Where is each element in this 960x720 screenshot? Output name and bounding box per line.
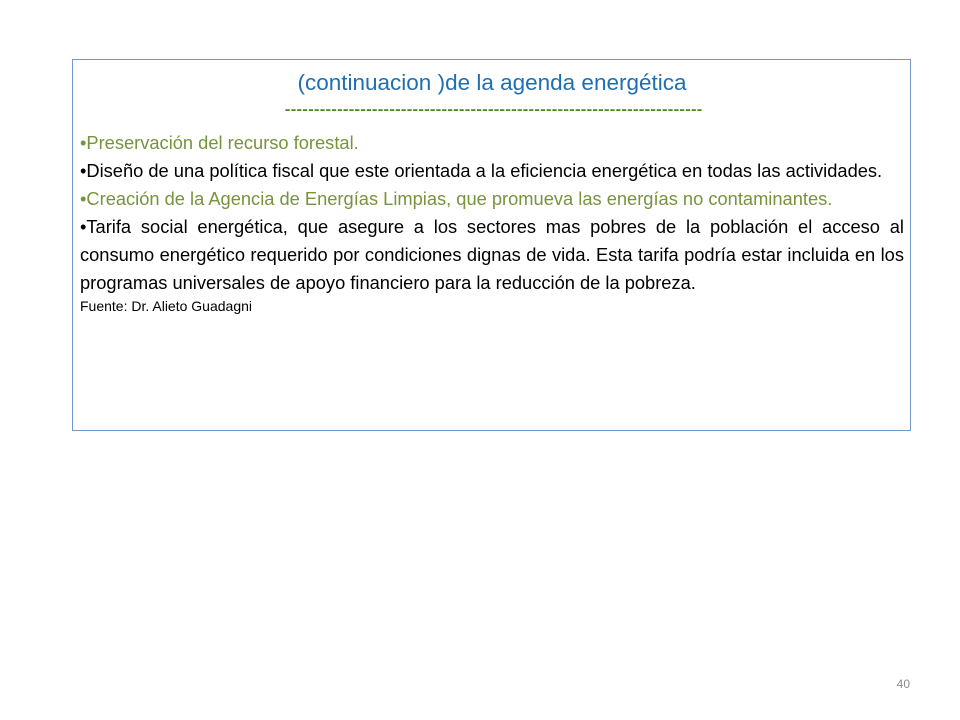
bullet-item-clean-energy-agency: •Creación de la Agencia de Energías Limpias, que promueva las energías no contaminantes.: [80, 188, 833, 209]
bullet-item-fiscal-policy: •Diseño de una política fiscal que este orientada a la eficiencia energética en todas las actividades.: [80, 160, 883, 181]
content-text-box: [72, 59, 911, 431]
bullet-item-social-tariff: •Tarifa social energética, que asegure a los sectores mas pobres de la población el acceso al consumo energético requerido por condiciones dignas de vida. Esta tarifa podría estar incluida en los programas universales de apoyo financiero para la reducción de la pobreza.: [80, 216, 904, 293]
title-dashed-rule: ------------------------------------------------------------------------: [283, 102, 701, 119]
bullet-list: [80, 129, 904, 297]
source-credit: Fuente: Dr. Alieto Guadagni: [80, 298, 252, 314]
page-number: 40: [896, 677, 910, 691]
bullet-item-forest: •Preservación del recurso forestal.: [80, 132, 359, 153]
slide-title: (continuacion )de la agenda energética: [297, 70, 687, 95]
